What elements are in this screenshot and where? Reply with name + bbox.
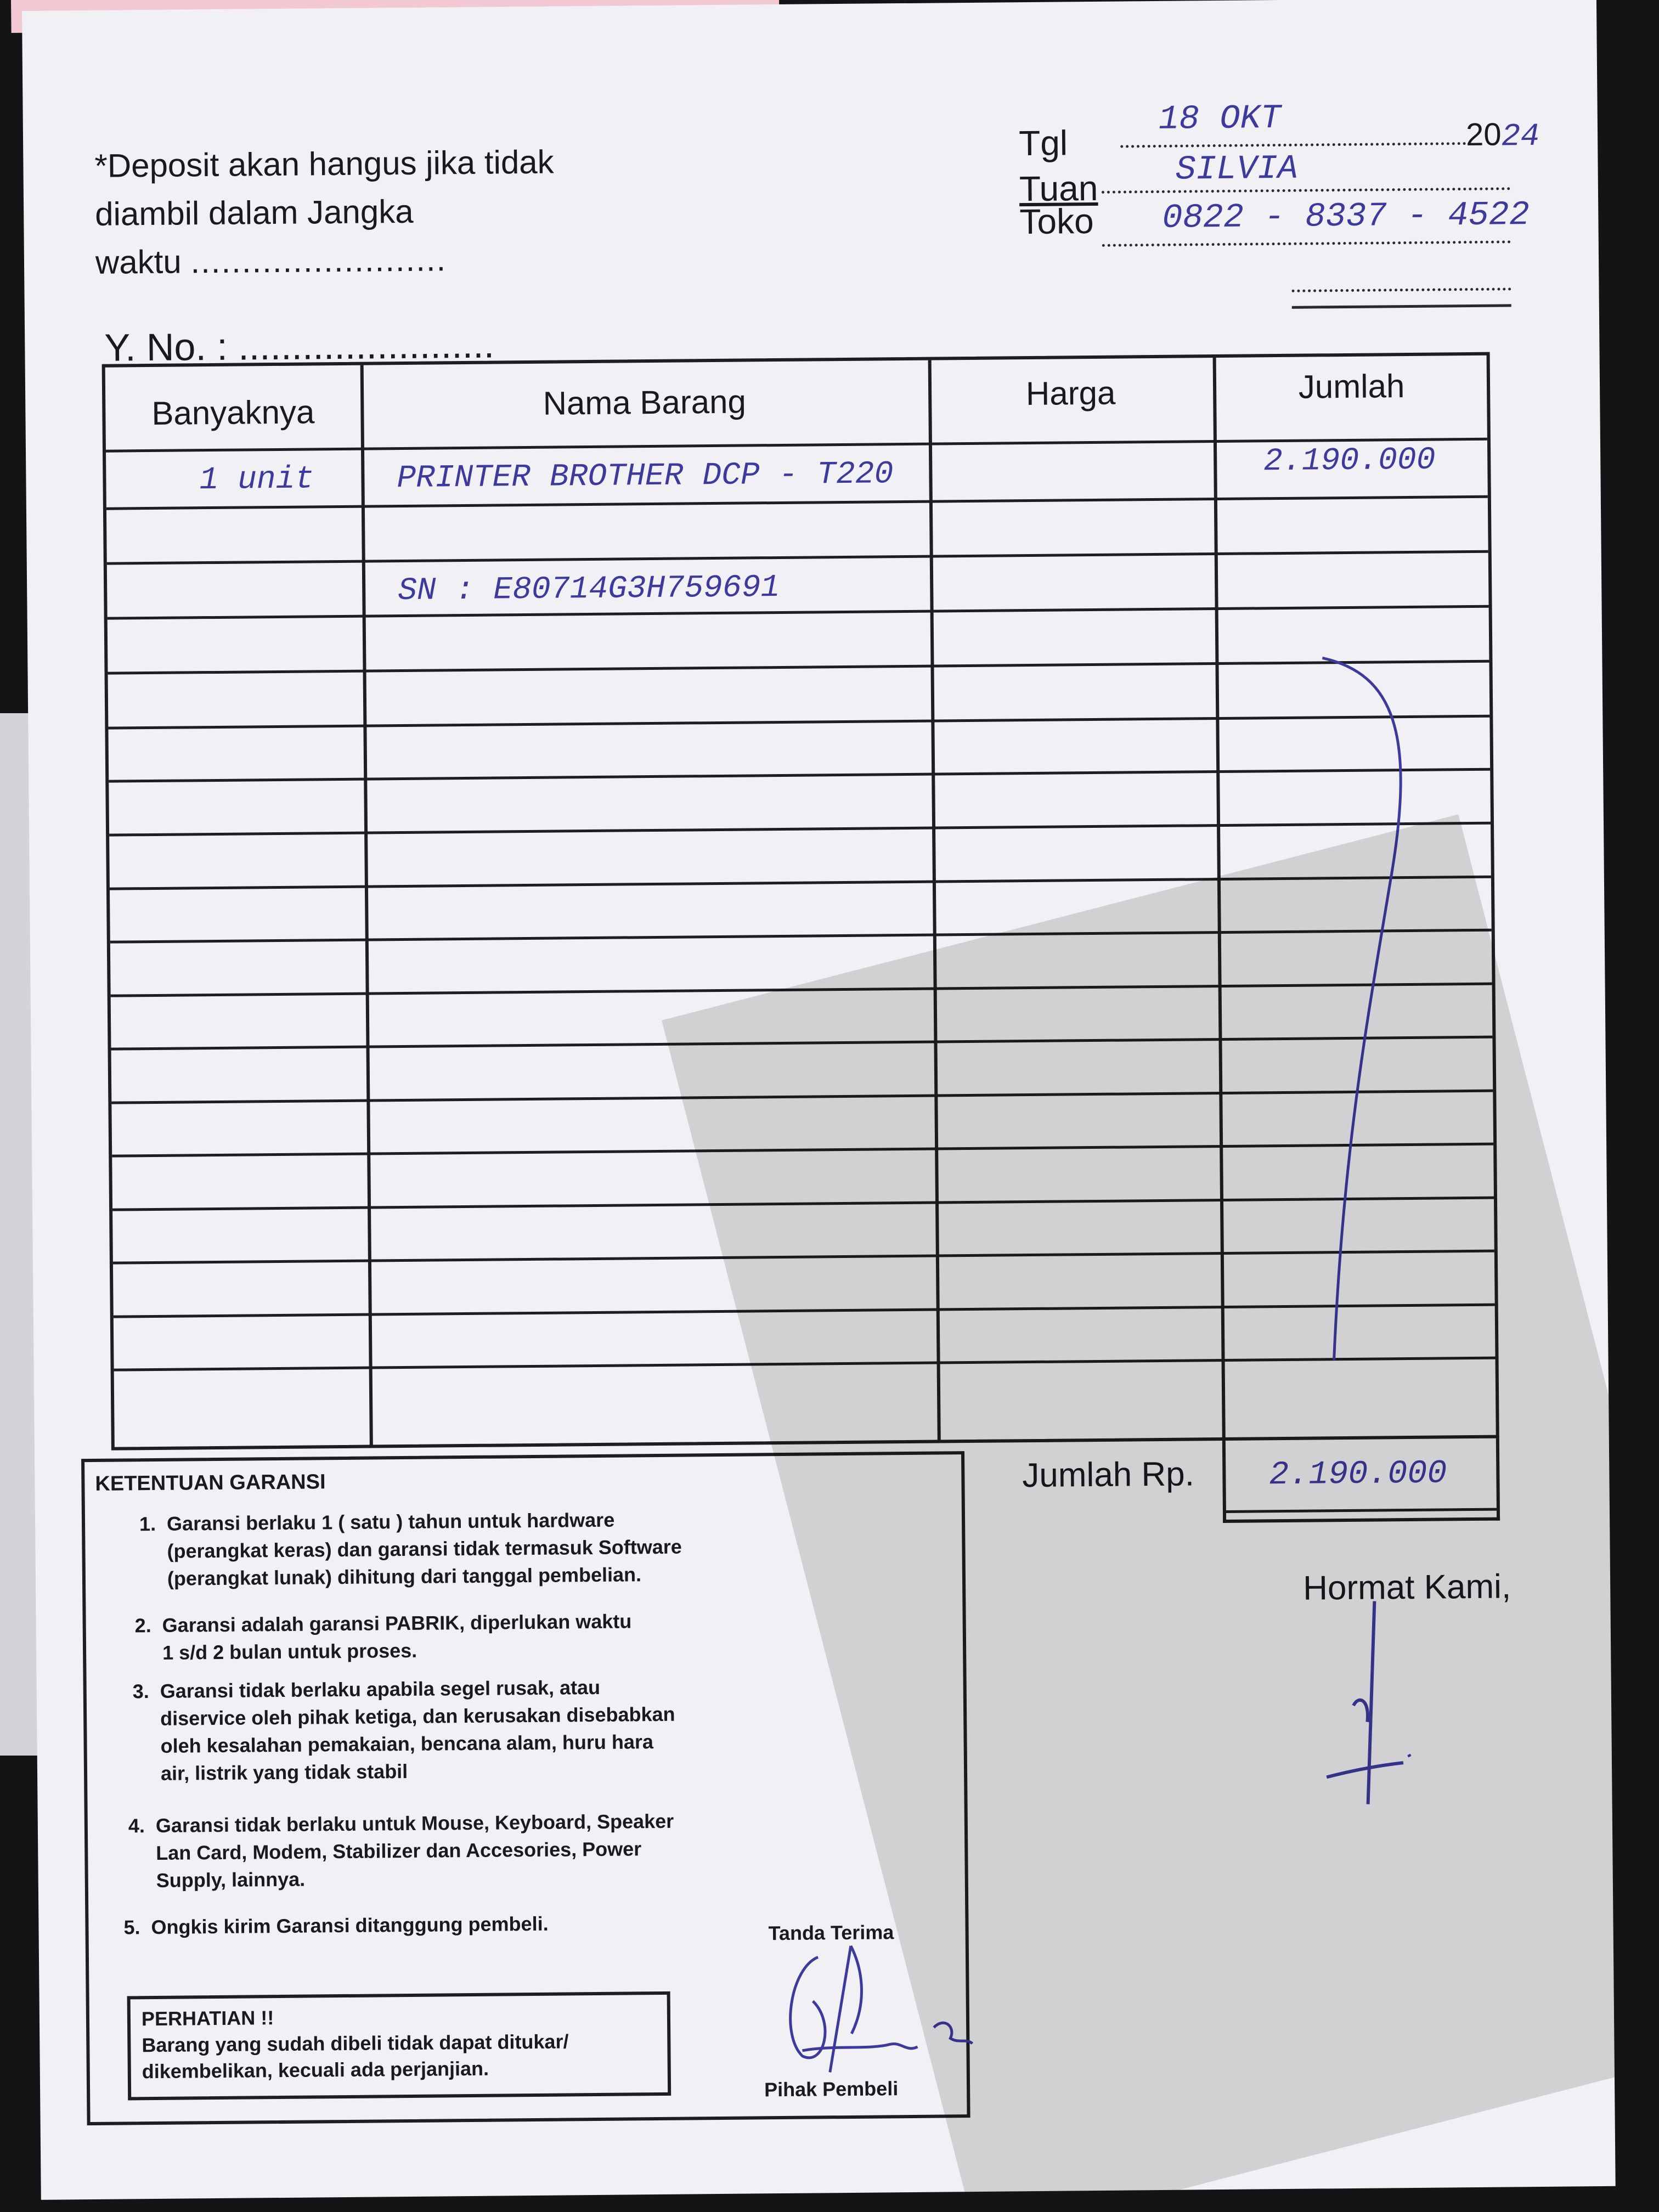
row-divider — [108, 605, 1489, 620]
y-no-label: Y. No. : — [104, 325, 228, 369]
warranty-item-2 — [134, 1605, 881, 1666]
row-divider — [106, 495, 1488, 510]
year-suffix: 24 — [1501, 119, 1540, 155]
warranty-line: oleh kesalahan pemakaian, bencana alam, huru hara — [160, 1730, 654, 1757]
deposit-line-3 — [95, 235, 555, 287]
warranty-item-1 — [139, 1504, 886, 1592]
row-divider — [114, 1357, 1496, 1372]
year-prefix: 20 — [1465, 116, 1502, 153]
pihak-pembeli-label: Pihak Pembeli — [764, 2077, 899, 2101]
row-divider — [111, 1036, 1492, 1051]
extra-dotline — [1292, 287, 1511, 292]
warranty-item-3 — [132, 1671, 880, 1787]
row1-amount: 2.190.000 — [1263, 442, 1436, 480]
header-banyaknya: Banyaknya — [151, 393, 315, 432]
warranty-item-number: 1. — [139, 1512, 156, 1536]
row-divider — [110, 876, 1491, 890]
warranty-line: Garansi berlaku 1 ( satu ) tahun untuk hardware — [166, 1508, 615, 1535]
deposit-waktu-dots: ......................... — [190, 241, 447, 280]
warranty-line: (perangkat lunak) dihitung dari tanggal pembelian. — [167, 1563, 642, 1590]
deposit-line-2: diambil dalam Jangka — [94, 193, 414, 233]
handwritten-bracket-stroke — [1306, 652, 1421, 1366]
receipt-paper — [22, 0, 1616, 2200]
warranty-line: Garansi adalah garansi PABRIK, diperlukan waktu — [162, 1610, 632, 1637]
header-jumlah: Jumlah — [1298, 368, 1405, 405]
row-divider — [111, 983, 1492, 997]
items-table — [102, 352, 1499, 1451]
tgl-label: Tgl — [1018, 123, 1068, 163]
tuan-value: SILVIA — [1175, 149, 1299, 189]
total-value: 2.190.000 — [1269, 1455, 1447, 1494]
warranty-item-number: 5. — [123, 1916, 140, 1939]
row1-name: PRINTER BROTHER DCP - T220 — [397, 456, 894, 497]
warranty-item-4 — [128, 1806, 875, 1894]
tanda-terima-label: Tanda Terima — [768, 1921, 894, 1945]
toko-label: Toko — [1019, 201, 1094, 242]
warranty-line: air, listrik yang tidak stabil — [160, 1759, 408, 1785]
col-divider — [360, 365, 373, 1445]
row-divider — [112, 1197, 1494, 1211]
warranty-item-number: 2. — [134, 1614, 151, 1637]
deposit-line-1: *Deposit akan hangus jika tidak — [94, 143, 554, 184]
row-divider — [114, 1304, 1495, 1318]
hormat-kami-label: Hormat Kami, — [1302, 1567, 1511, 1607]
warranty-title: KETENTUAN GARANSI — [95, 1470, 326, 1496]
notice-line-2: dikembelikan, kecuali ada perjanjian. — [142, 2057, 489, 2083]
row-divider — [113, 1250, 1494, 1265]
tuan-label: Tuan — [1019, 168, 1098, 209]
warranty-line: Ongkis kirim Garansi ditanggung pembeli. — [151, 1912, 549, 1939]
notice-title: PERHATIAN !! — [141, 2006, 274, 2030]
deposit-waktu-label: waktu — [95, 243, 182, 281]
warranty-item-number: 3. — [132, 1680, 149, 1703]
seller-signature — [1314, 1590, 1425, 1810]
buyer-signature — [769, 1934, 978, 2078]
col-divider — [928, 360, 941, 1440]
row-divider — [110, 929, 1492, 944]
warranty-line: diservice oleh pihak ketiga, dan kerusakan disebabkan — [160, 1702, 675, 1730]
header-nama-barang: Nama Barang — [543, 383, 747, 422]
row3-name: SN : E80714G3H759691 — [397, 569, 780, 610]
warranty-line: 1 s/d 2 bulan untuk proses. — [162, 1639, 417, 1664]
toko-dotline — [1102, 240, 1511, 247]
row-divider — [107, 550, 1488, 565]
extra-solidline — [1292, 304, 1511, 308]
deposit-notice — [94, 138, 555, 287]
warranty-line: Supply, lainnya. — [156, 1867, 306, 1892]
total-label: Jumlah Rp. — [1022, 1455, 1195, 1495]
tgl-dotline — [1120, 142, 1466, 148]
col-divider — [1213, 358, 1226, 1437]
row-divider — [108, 715, 1489, 730]
warranty-line: (perangkat keras) dan garansi tidak termasuk Software — [167, 1535, 682, 1562]
row-divider — [108, 660, 1489, 675]
row-divider — [111, 1090, 1493, 1104]
row-divider — [109, 822, 1491, 837]
header-harga: Harga — [1025, 374, 1116, 413]
row-divider — [109, 768, 1490, 783]
row1-qty: 1 unit — [199, 461, 314, 499]
tgl-value: 18 OKT — [1158, 98, 1282, 139]
year-field — [1466, 116, 1540, 155]
warranty-line: Garansi tidak berlaku apabila segel rusak, atau — [160, 1675, 601, 1702]
row-divider — [112, 1143, 1493, 1158]
notice-box — [127, 1991, 672, 2101]
y-no-dots: ........................ — [238, 323, 495, 368]
warranty-line: Lan Card, Modem, Stabilizer dan Accesories, Power — [156, 1837, 642, 1864]
warranty-item-number: 4. — [128, 1814, 145, 1837]
notice-line-1: Barang yang sudah dibeli tidak dapat ditukar/ — [142, 2030, 569, 2057]
toko-value: 0822 - 8337 - 4522 — [1162, 195, 1530, 238]
warranty-line: Garansi tidak berlaku untuk Mouse, Keyboard, Speaker — [155, 1809, 674, 1837]
tuan-dotline — [1102, 187, 1510, 194]
